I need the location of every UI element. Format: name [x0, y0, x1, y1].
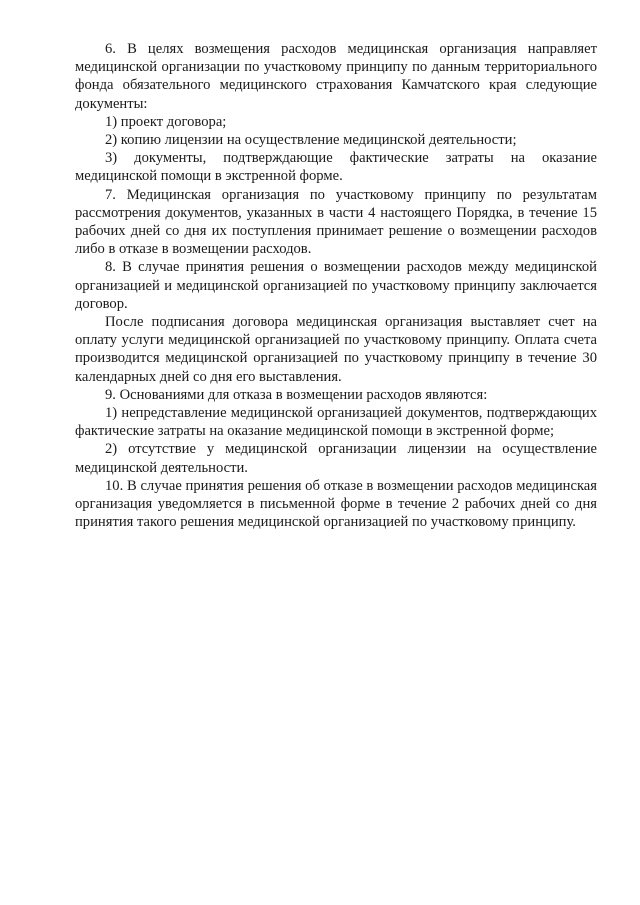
paragraph-payment: После подписания договора медицинская организация выставляет счет на оплату услуги медицинской организацией по участковому принципу. Оплата счета производится медицинской организацией по участковому принципу в течение 30 календарных дней со дня его выставления.	[75, 314, 597, 385]
list-item-non-submission: 1) непредставление медицинской организацией документов, подтверждающих фактические затраты на оказание медицинской помощи в экстренной форме;	[75, 405, 597, 440]
list-item-no-license: 2) отсутствие у медицинской организации лицензии на осуществление медицинской деятельности.	[75, 441, 597, 476]
list-item-cost-documents: 3) документы, подтверждающие фактические затраты на оказание медицинской помощи в экстренной форме.	[75, 150, 597, 185]
paragraph-7: 7. Медицинская организация по участковому принципу по результатам рассмотрения документов, указанных в части 4 настоящего Порядка, в течение 15 рабочих дней со дня их поступления принимает решение о возмещении расходов либо в отказе в возмещении расходов.	[75, 186, 597, 258]
paragraph-9: 9. Основаниями для отказа в возмещении расходов являются:	[105, 386, 488, 403]
paragraph-10: 10. В случае принятия решения об отказе в возмещении расходов медицинская организация уведомляется в письменной форме в течение 2 рабочих дней со дня принятия такого решения медицинской организацией по участковому принципу.	[75, 477, 597, 531]
list-item-license-copy: 2) копию лицензии на осуществление медицинской деятельности;	[105, 132, 517, 149]
paragraph-8: 8. В случае принятия решения о возмещении расходов между медицинской организацией и медицинской организацией по участковому принципу заключается договор.	[75, 259, 597, 312]
paragraph-6: 6. В целях возмещения расходов медицинская организация направляет медицинской организации по участковому принципу по данным территориального фонда обязательного медицинского страхования Камчатского края следующие документы:	[75, 41, 597, 112]
list-item-draft-contract: 1) проект договора;	[105, 113, 227, 130]
document-page	[75, 40, 597, 531]
